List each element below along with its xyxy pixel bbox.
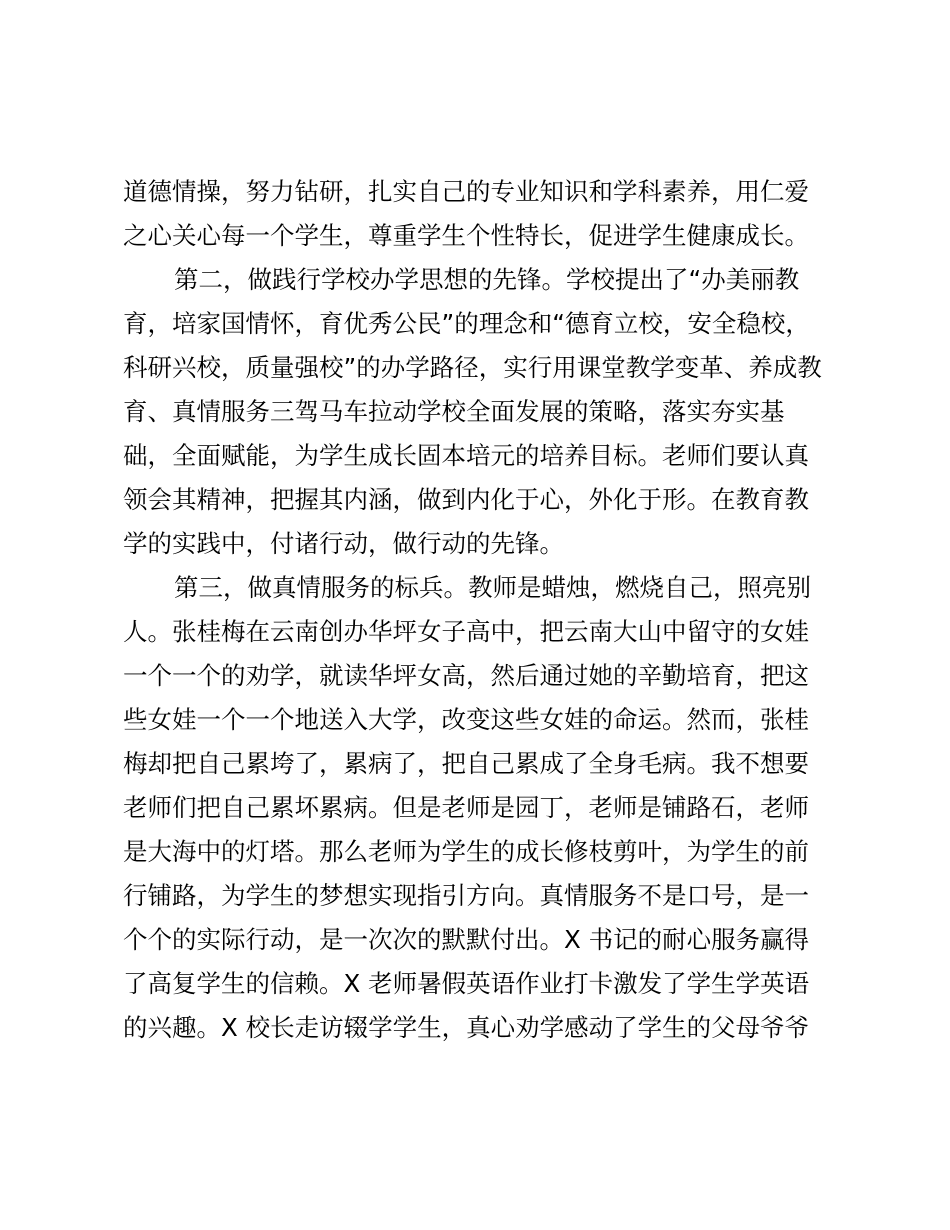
paragraph-start-line: 第三，做真情服务的标兵。教师是蜡烛，燃烧自己，照亮别 [174,573,811,602]
paragraph-start-line: 第二，做践行学校办学思想的先锋。学校提出了“办美丽教 [174,265,800,294]
text-line: 是大海中的灯塔。那么老师为学生的成长修枝剪叶，为学生的前 [123,837,809,866]
document-body [123,170,835,1050]
text-line: 梅却把自己累垮了，累病了，把自己累成了全身毛病。我不想要 [123,749,809,778]
text-line: 的兴趣。X 校长走访辍学学生，真心劝学感动了学生的父母爷爷 [123,1013,810,1042]
text-line: 学的实践中，付诸行动，做行动的先锋。 [123,529,564,558]
text-line: 老师们把自己累坏累病。但是老师是园丁，老师是铺路石，老师 [123,793,809,822]
text-line: 些女娃一个一个地送入大学，改变这些女娃的命运。然而，张桂 [123,705,809,734]
text-line: 之心关心每一个学生，尊重学生个性特长，促进学生健康成长。 [123,221,809,250]
text-line: 础，全面赋能，为学生成长固本培元的培养目标。老师们要认真 [123,441,809,470]
text-line: 了高复学生的信赖。X 老师暑假英语作业打卡激发了学生学英语 [123,969,810,998]
text-line: 行铺路，为学生的梦想实现指引方向。真情服务不是口号，是一 [123,881,809,910]
text-line: 科研兴校，质量强校”的办学路径，实行用课堂教学变革、养成教 [123,353,822,382]
text-line: 育、真情服务三驾马车拉动学校全面发展的策略，落实夯实基 [123,397,785,426]
text-line: 领会其精神，把握其内涵，做到内化于心，外化于形。在教育教 [123,485,809,514]
text-line: 一个一个的劝学，就读华坪女高，然后通过她的辛勤培育，把这 [123,661,809,690]
text-line: 人。张桂梅在云南创办华坪女子高中，把云南大山中留守的女娃 [123,617,809,646]
text-line: 育，培家国情怀，育优秀公民”的理念和“德育立校，安全稳校， [123,309,810,338]
text-line: 个个的实际行动，是一次次的默默付出。X 书记的耐心服务赢得 [123,925,810,954]
text-line: 道德情操，努力钻研，扎实自己的专业知识和学科素养，用仁爱 [123,177,809,206]
